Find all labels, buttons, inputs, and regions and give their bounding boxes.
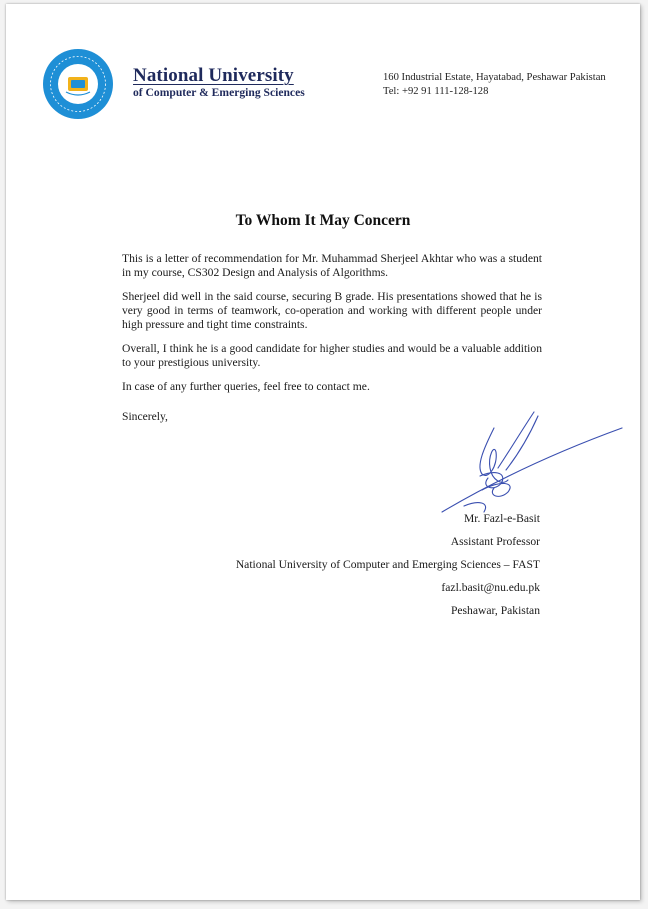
university-subtitle: of Computer & Emerging Sciences <box>133 86 305 99</box>
paragraph: This is a letter of recommendation for Mr. Muhammad Sherjeel Akhtar who was a student in my course, CS302 Design and Analysis of Algorithms. <box>122 252 542 279</box>
phone-line: Tel: +92 91 111-128-128 <box>383 85 489 97</box>
letter-body <box>122 252 542 404</box>
university-name: National University <box>133 65 294 86</box>
signatory-name: Mr. Fazl-e-Basit <box>464 512 540 525</box>
paragraph: Overall, I think he is a good candidate for higher studies and would be a valuable addition to your prestigious university. <box>122 342 542 369</box>
letter-title: To Whom It May Concern <box>235 212 411 229</box>
address-line: 160 Industrial Estate, Hayatabad, Peshawar Pakistan <box>383 72 606 83</box>
university-seal-icon <box>42 48 114 120</box>
paragraph: Sherjeel did well in the said course, securing B grade. His presentations showed that he is very good in terms of teamwork, co-operation and working with different people under high pressure and tight time constraints. <box>122 290 542 331</box>
signatory-designation: Assistant Professor <box>450 535 540 548</box>
signatory-email: fazl.basit@nu.edu.pk <box>441 581 540 594</box>
signature-block <box>236 507 540 622</box>
letter-page <box>6 4 640 900</box>
closing: Sincerely, <box>122 410 168 423</box>
signatory-institution: National University of Computer and Emerging Sciences – FAST <box>235 558 540 571</box>
paragraph: In case of any further queries, feel free to contact me. <box>122 380 370 393</box>
contact-info <box>383 71 606 98</box>
signatory-location: Peshawar, Pakistan <box>450 604 540 617</box>
